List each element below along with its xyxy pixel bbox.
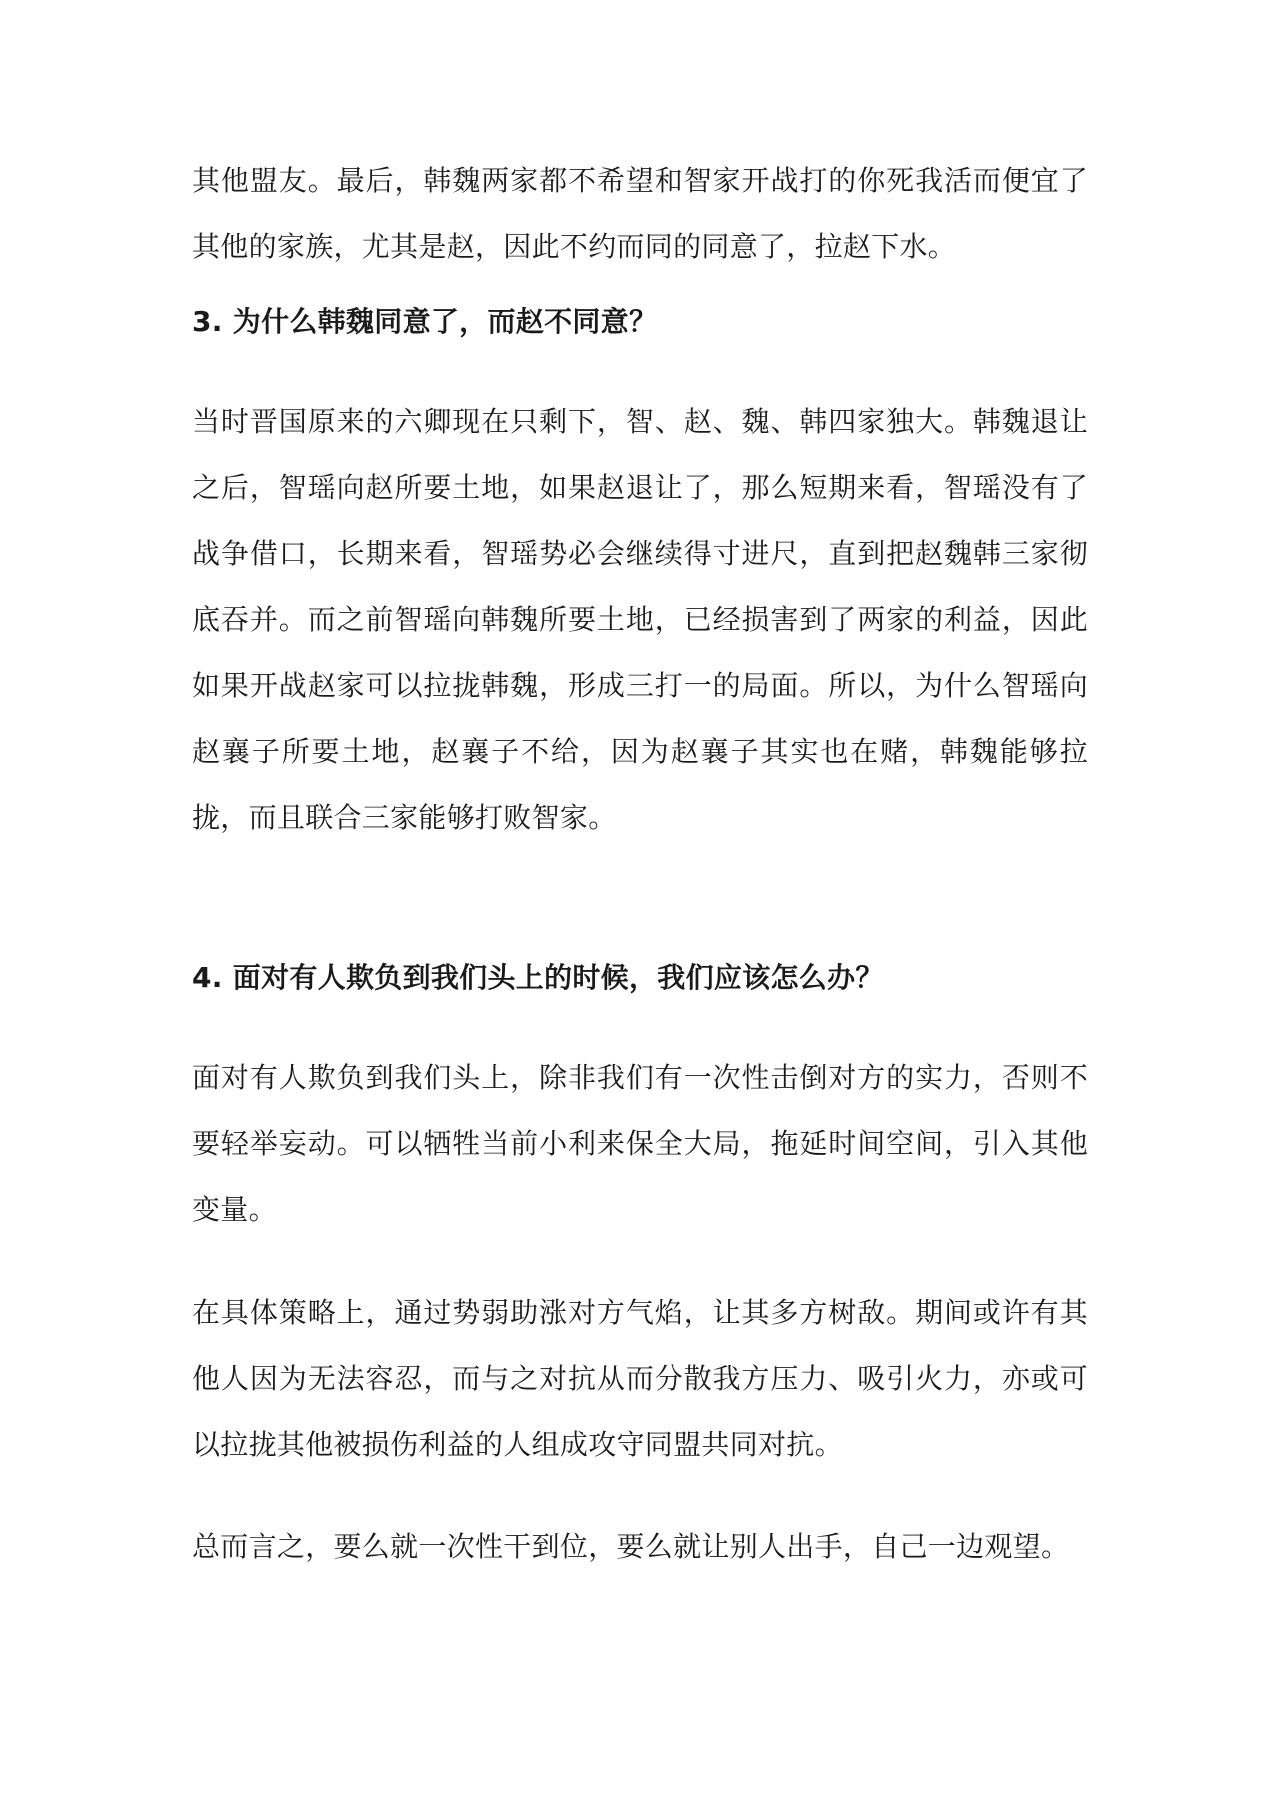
paragraph-specific-strategy: 在具体策略上，通过势弱助涨对方气焰，让其多方树敌。期间或许有其他人因为无法容忍，而与之对抗从而分散我方压力、吸引火力，亦或可以拉拢其他被损伤利益的人组成攻守同盟共同对抗。 [192, 1296, 1088, 1461]
heading-question-4: 4. 面对有人欺负到我们头上的时候，我们应该怎么办？ [192, 961, 884, 994]
paragraph-zhao-reasoning: 当时晋国原来的六卿现在只剩下，智、赵、魏、韩四家独大。韩魏退让之后，智瑶向赵所要土地，如果赵退让了，那么短期来看，智瑶没有了战争借口，长期来看，智瑶势必会继续得寸进尺，直到把赵魏韩三家彻底吞并。而之前智瑶向韩魏所要土地，已经损害到了两家的利益，因此如果开战赵家可以拉拢韩魏，形成三打一的局面。所以，为什么智瑶向赵襄子所要土地，赵襄子不给，因为赵襄子其实也在赌，韩魏能够拉拢，而且联合三家能够打败智家。 [192, 405, 1088, 834]
paragraph-alliance-continued: 其他盟友。最后，韩魏两家都不希望和智家开战打的你死我活而便宜了其他的家族，尤其是赵，因此不约而同的同意了，拉赵下水。 [192, 164, 1088, 263]
paragraph-response-bullied: 面对有人欺负到我们头上，除非我们有一次性击倒对方的实力，否则不要轻举妄动。可以牺牲当前小利来保全大局，拖延时间空间，引入其他变量。 [192, 1061, 1088, 1226]
heading-question-3: 3. 为什么韩魏同意了，而赵不同意？ [192, 305, 658, 338]
paragraph-conclusion: 总而言之，要么就一次性干到位，要么就让别人出手，自己一边观望。 [192, 1530, 1070, 1563]
